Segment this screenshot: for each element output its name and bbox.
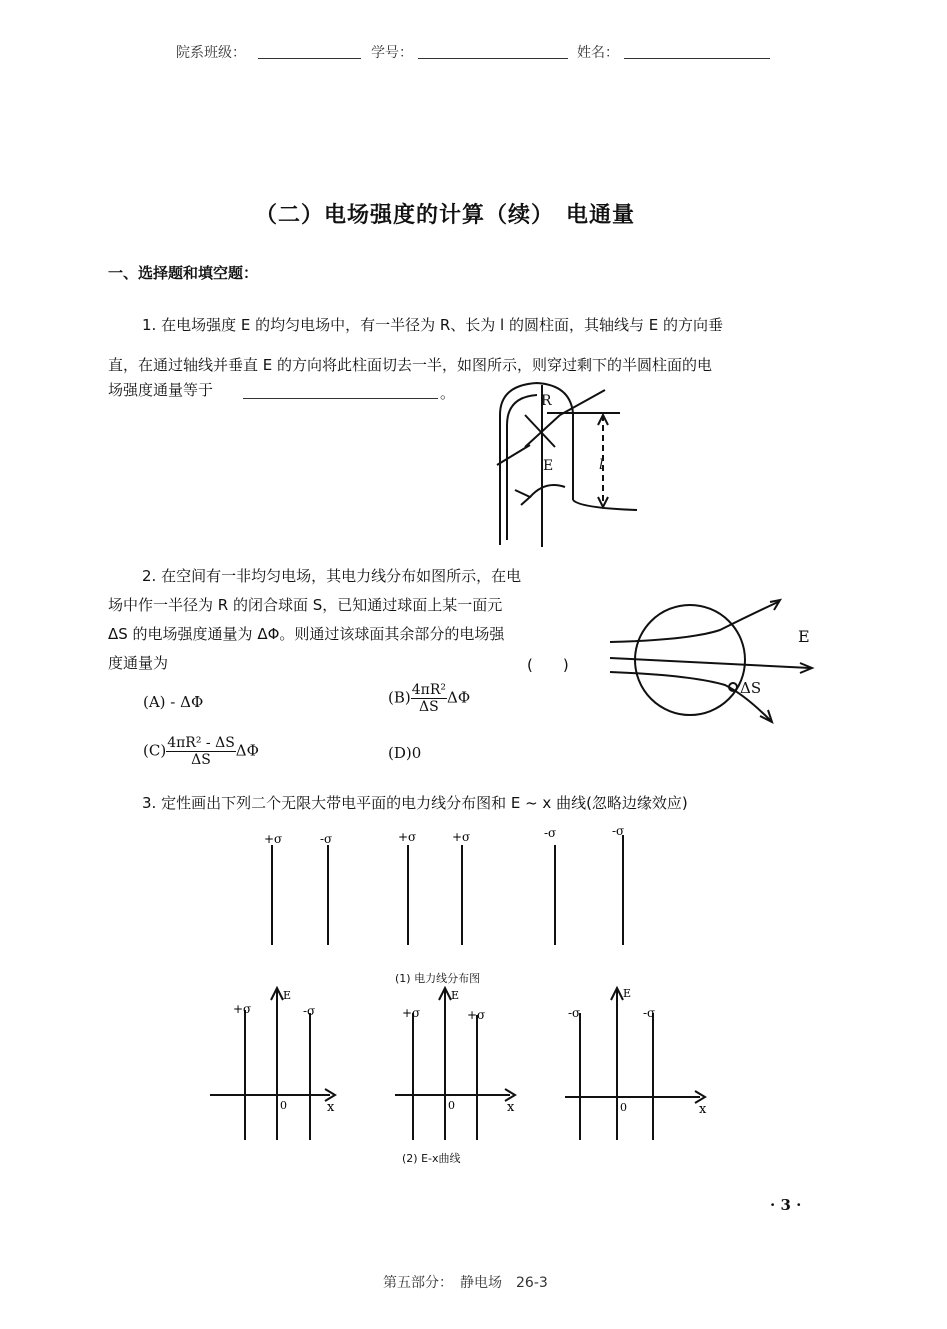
caption-field-lines: (1) 电力线分布图 xyxy=(395,972,481,985)
g1-e-axis: E xyxy=(283,989,292,1002)
plane2-plus-sigma: +σ xyxy=(398,830,417,844)
plane3-minus-sigma-b: -σ xyxy=(612,825,625,838)
option-c-denominator: ΔS xyxy=(191,752,211,768)
sphere-field-figure xyxy=(600,590,830,740)
option-c-prefix: (C) xyxy=(143,741,167,760)
footer: 第五部分： 静电场 26-3 xyxy=(383,1275,548,1291)
g2-origin: 0 xyxy=(448,1099,455,1112)
fig2-e-label: E xyxy=(798,627,810,646)
fig1-l-label: l xyxy=(599,457,604,473)
q1-line3-end: 。 xyxy=(440,384,456,402)
g1-plus-sigma: +σ xyxy=(233,1002,252,1016)
e-x-curves-diagram xyxy=(205,985,725,1150)
plane3-minus-sigma: -σ xyxy=(544,826,557,840)
g3-minus-sigma-b: -σ xyxy=(643,1006,656,1020)
option-c-suffix: ΔΦ xyxy=(235,741,259,760)
option-c-numerator: 4πR² - ΔS xyxy=(167,735,235,751)
student-id-label: 学号： xyxy=(371,45,413,61)
class-label: 院系班级： xyxy=(176,45,246,61)
q2-option-c[interactable] xyxy=(143,735,259,768)
q1-line2: 直，在通过轴线并垂直 E 的方向将此柱面切去一半，如图所示，则穿过剩下的半圆柱面的电 xyxy=(108,356,713,374)
option-b-suffix: ΔΦ xyxy=(447,688,471,707)
option-b-prefix: (B) xyxy=(388,688,411,707)
g1-x-axis: x xyxy=(327,1100,335,1115)
name-blank[interactable] xyxy=(624,58,770,59)
class-blank[interactable] xyxy=(258,58,361,59)
g3-origin: 0 xyxy=(620,1101,627,1114)
plane1-minus-sigma: -σ xyxy=(320,832,333,846)
q2-line2: 场中作一半径为 R 的闭合球面 S，已知通过球面上某一面元 xyxy=(108,596,503,614)
g3-x-axis: x xyxy=(699,1102,707,1117)
q1-line3: 场强度通量等于 xyxy=(108,381,214,399)
option-c-fraction xyxy=(166,735,236,768)
fig1-e-label: E xyxy=(543,458,554,474)
q2-option-d[interactable]: (D)0 xyxy=(388,744,422,762)
q3-line1: 3. 定性画出下列二个无限大带电平面的电力线分布图和 E ~ x 曲线(忽略边缘效应) xyxy=(142,794,688,812)
g2-e-axis: E xyxy=(451,989,460,1002)
fig1-r-label: R xyxy=(541,393,552,409)
option-b-fraction xyxy=(411,682,447,715)
caption-e-x: (2) E-x曲线 xyxy=(402,1152,461,1165)
g2-plus-sigma-b: +σ xyxy=(467,1008,486,1022)
q2-line4: 度通量为 xyxy=(108,654,169,672)
q2-option-b[interactable] xyxy=(388,682,470,715)
option-b-numerator: 4πR² xyxy=(411,682,446,698)
g2-plus-sigma: +σ xyxy=(402,1006,421,1020)
fig2-ds-label: ΔS xyxy=(740,679,762,697)
option-b-denominator: ΔS xyxy=(419,699,439,715)
g3-e-axis: E xyxy=(623,987,632,1000)
q2-line3: ΔS 的电场强度通量为 ΔΦ。则通过该球面其余部分的电场强 xyxy=(108,625,505,643)
half-cylinder-figure xyxy=(485,375,645,555)
g1-origin: 0 xyxy=(280,1099,287,1112)
g3-minus-sigma: -σ xyxy=(568,1006,581,1020)
g1-minus-sigma: -σ xyxy=(303,1004,316,1018)
plane1-plus-sigma: +σ xyxy=(264,832,283,846)
q1-line1: 1. 在电场强度 E 的均匀电场中，有一半径为 R、长为 l 的圆柱面，其轴线与 E 的方向垂 xyxy=(142,316,724,334)
section-heading: 一、选择题和填空题： xyxy=(108,264,259,282)
q2-option-a[interactable]: (A) - ΔΦ xyxy=(143,693,204,711)
field-lines-diagram xyxy=(250,825,650,955)
page-title: （二）电场强度的计算（续） 电通量 xyxy=(255,203,636,228)
g2-x-axis: x xyxy=(507,1100,515,1115)
name-label: 姓名： xyxy=(577,45,619,61)
q1-answer-blank[interactable] xyxy=(243,398,438,399)
page-number-mark: · 3 · xyxy=(770,1196,802,1214)
q2-line1: 2. 在空间有一非均匀电场，其电力线分布如图所示，在电 xyxy=(142,567,522,585)
q2-answer-paren[interactable]: ( ) xyxy=(527,656,569,674)
student-id-blank[interactable] xyxy=(418,58,568,59)
plane2-plus-sigma-b: +σ xyxy=(452,830,471,844)
